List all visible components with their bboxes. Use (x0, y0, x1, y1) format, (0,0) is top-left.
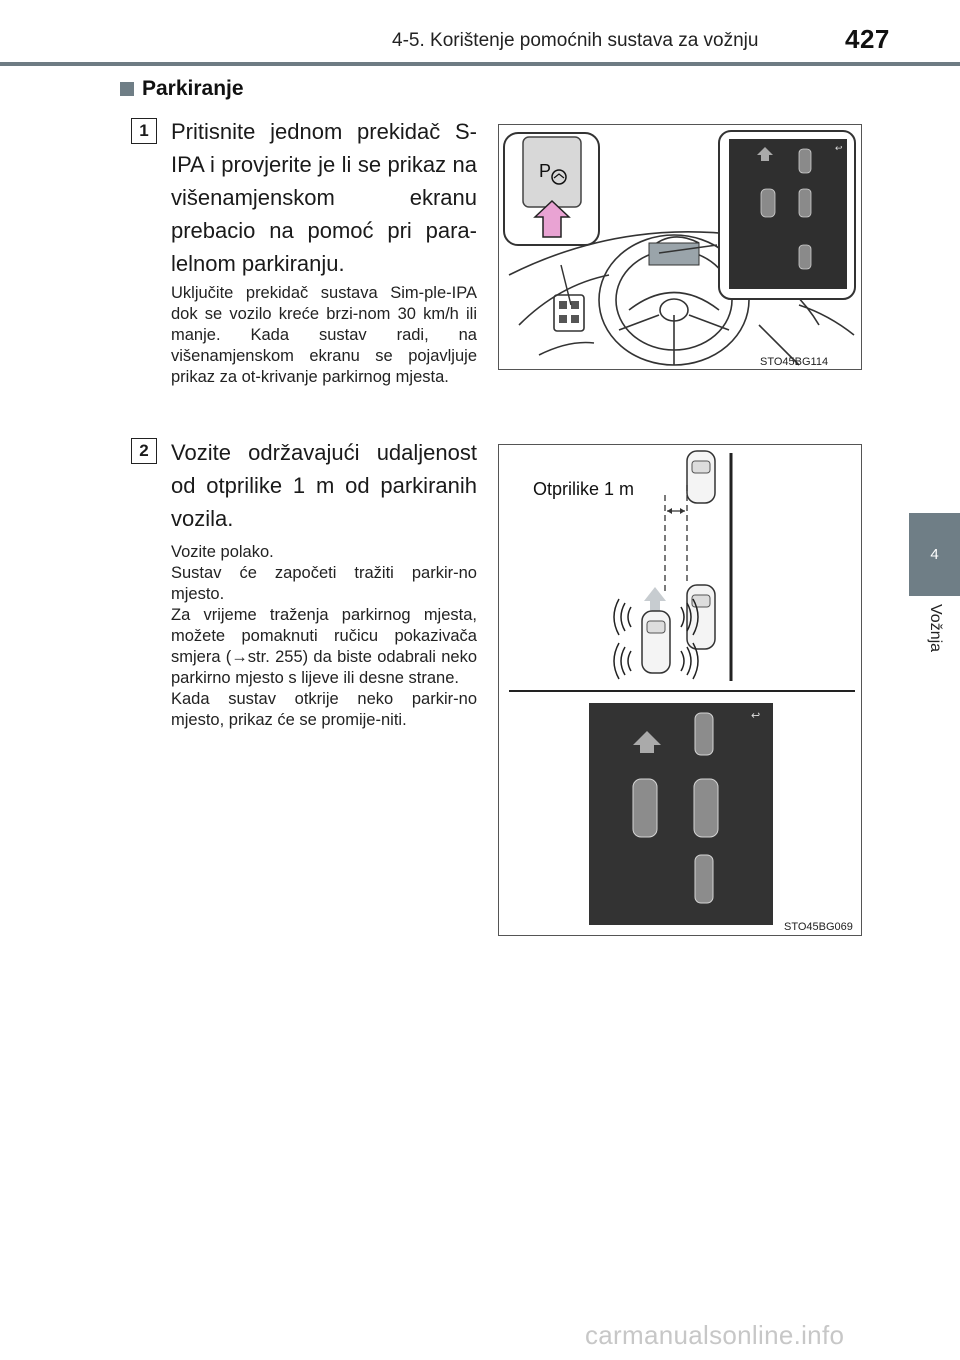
step-1-instruction: Pritisnite jednom prekidač S-IPA i provjerite je li se prikaz na višenamjenskom ekranu prebacio na pomoć pri para-lelnom parkiranju. (171, 119, 477, 276)
step-2-notes (171, 542, 477, 731)
chapter-label (922, 604, 946, 674)
step-1-number-text: 1 (139, 121, 149, 140)
figure-2-code: STO45BG069 (784, 921, 853, 933)
chapter-tab (909, 513, 960, 596)
header-section-title: 4-5. Korištenje pomoćnih sustava za vožnju (392, 30, 759, 51)
chapter-number: 4 (930, 546, 939, 563)
step-2-note-line: Sustav će započeti tražiti parkir-no mjesto. (171, 564, 477, 603)
page-number: 427 (845, 24, 890, 54)
section-square-icon (120, 82, 134, 96)
chapter-label-text: Vožnja (927, 604, 944, 653)
section-title: Parkiranje (142, 77, 244, 100)
step-2-note-line: Za vrijeme traženja parkirnog mjesta, možete pomaknuti ručicu pokazivača smjera (→str. 255) da biste odabrali neko parkirno mjesto s lijeve ili desne strane. (171, 606, 477, 687)
parking-illustration (499, 445, 861, 935)
step-2-number-text: 2 (139, 441, 149, 460)
step-2-instruction: Vozite održavajući udaljenost od otprilike 1 m od parkiranih vozila. (171, 440, 477, 531)
svg-text:↩: ↩ (835, 144, 843, 154)
dashboard-illustration (499, 125, 861, 369)
step-2-number (131, 438, 157, 464)
figure-1-code: STO45BG114 (760, 356, 829, 368)
figure-1-dashboard (498, 124, 862, 370)
figure-2-parking (498, 444, 862, 936)
header-rule (0, 62, 960, 66)
step-1-note: Uključite prekidač sustava Sim-ple-IPA dok se vozilo kreće brzi-nom 30 km/h ili manje. Kada sustav radi, na višenamjenskom ekranu se pojavljuje prikaz za ot-krivanje parkirnog mjesta. (171, 284, 477, 386)
step-1-number (131, 118, 157, 144)
distance-label: Otprilike 1 m (533, 479, 635, 499)
svg-text:P: P (539, 161, 552, 181)
svg-text:↩: ↩ (751, 709, 761, 722)
watermark: carmanualsonline.info (585, 1320, 845, 1350)
step-2-note-line: Kada sustav otkrije neko parkir-no mjesto, prikaz će se promije-niti. (171, 690, 477, 729)
step-2-note-line: Vozite polako. (171, 543, 274, 561)
